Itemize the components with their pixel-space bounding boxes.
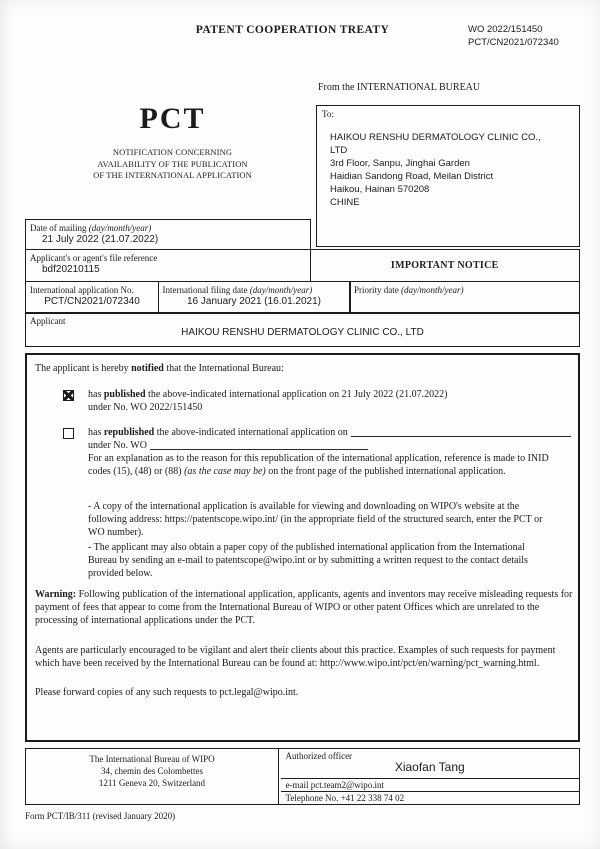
label-italic: (day/month/year): [401, 284, 464, 295]
warning-text: Following publication of the international application, applicants, agents and inventors may receive misleading requests for payment of fees that appear to come from the International Bureau of WIPO or other patent Offices which are unrelated to the processing of international applications under the PCT.: [35, 589, 573, 626]
explanation-italic: (as the case may be): [184, 466, 266, 477]
notification-body-box: [25, 353, 580, 742]
published-line2: under No. WO 2022/151450: [88, 402, 203, 413]
pct-number: PCT/CN2021/072340: [468, 36, 559, 48]
republished-statement: [88, 426, 571, 478]
priority-date-cell: [349, 281, 580, 314]
telephone-row: Telephone No. +41 22 338 74 02: [281, 791, 580, 804]
republished-bold: republished: [103, 427, 155, 438]
copy-availability-paragraph: - A copy of the international application is available for viewing and downloading on WIPO's website at the following address: https://patentscope.wipo.int/ (in the appropriate field of the structured search, enter the PCT or WO number).: [88, 501, 543, 538]
label-text: Priority date: [354, 284, 401, 295]
filing-date-label: [159, 282, 350, 295]
published-text: has: [88, 389, 104, 400]
applicant-label: Applicant: [30, 316, 66, 326]
filing-date-value: 16 January 2021 (16.01.2021): [187, 295, 321, 307]
notification-title-line: AVAILABILITY OF THE PUBLICATION: [97, 158, 248, 169]
date-of-mailing-cell: [25, 219, 311, 250]
republished-text: under No. WO: [88, 440, 147, 451]
recipient-address-line: Haikou, Hainan 570208: [330, 184, 430, 195]
recipient-address-line: LTD: [330, 145, 348, 156]
warning-bold: Warning:: [35, 589, 77, 600]
explanation-text: on the front page of the published international application.: [265, 466, 506, 477]
label-text: Date of mailing: [30, 223, 89, 233]
label-text: International filing date: [162, 284, 250, 295]
application-number-value: PCT/CN2021/072340: [44, 295, 140, 307]
republished-line2: [88, 439, 571, 452]
agents-paragraph: Agents are particularly encouraged to be vigilant and alert their clients about this practice. Examples of such requests for payment which have been received by the International Bureau can be found at: http://www.wipo.int/pct/en/warning/pct_warning.html.: [35, 645, 556, 669]
applicant-cell: [25, 312, 580, 347]
label-italic: (day/month/year): [249, 284, 313, 295]
date-of-mailing-value: 21 July 2022 (21.07.2022): [42, 234, 159, 245]
blank-line: [351, 426, 571, 437]
bureau-address-line: 34, chemin des Colombettes: [101, 766, 203, 776]
date-of-mailing-label: [26, 220, 310, 233]
authorized-officer-label: Authorized officer: [285, 751, 353, 761]
footer-contact-box: [25, 748, 580, 805]
explanation-text: For an explanation as to the reason for this republication of the international application, reference is made to INID codes (15), (48) or (88): [88, 453, 549, 477]
published-text: the above-indicated international application on 21 July 2022 (21.07.2022): [145, 389, 448, 400]
authorized-officer-section: [281, 749, 580, 804]
bureau-address-line: 1211 Geneva 20, Switzerland: [98, 778, 206, 788]
republished-text: the above-indicated international application on: [154, 427, 348, 438]
from-international-bureau: From the INTERNATIONAL BUREAU: [318, 82, 481, 93]
warning-paragraph: [35, 588, 575, 627]
application-number-label: International application No.: [30, 284, 134, 295]
important-notice-cell: IMPORTANT NOTICE: [310, 249, 581, 283]
file-reference-value: bdf20210115: [42, 263, 100, 275]
application-number-cell: [25, 281, 159, 314]
email-row: e-mail pct.team2@wipo.int: [281, 778, 580, 791]
pct-logo: PCT: [139, 102, 206, 135]
notification-title-line: OF THE INTERNATIONAL APPLICATION: [93, 170, 252, 180]
recipient-address-line: HAIKOU RENSHU DERMATOLOGY CLINIC CO.,: [330, 132, 541, 143]
authorized-officer-cell: [281, 749, 580, 778]
notification-title-line: NOTIFICATION CONCERNING: [112, 147, 233, 157]
published-line1: [88, 388, 570, 401]
forward-requests-paragraph: Please forward copies of any such requests to pct.legal@wipo.int.: [35, 687, 299, 698]
intro-bold: notified: [131, 363, 164, 374]
to-label: To:: [322, 109, 334, 119]
bureau-address: [26, 749, 279, 804]
recipient-address-line: 3rd Floor, Sanpu, Jinghai Garden: [330, 158, 470, 169]
form-identifier: Form PCT/IB/311 (revised January 2020): [25, 811, 176, 821]
filing-date-cell: [158, 281, 351, 314]
republished-text: has: [88, 427, 104, 438]
intro-text: The applicant is hereby: [35, 363, 132, 374]
notification-title: [40, 147, 305, 182]
treaty-title: PATENT COOPERATION TREATY: [195, 24, 390, 36]
recipient-address-line: Haidian Sandong Road, Meilan District: [330, 171, 494, 182]
published-bold: published: [103, 389, 146, 400]
recipient-address: [330, 131, 571, 209]
applicant-value: HAIKOU RENSHU DERMATOLOGY CLINIC CO., LTD: [181, 327, 424, 338]
wo-number: WO 2022/151450: [468, 24, 543, 35]
bureau-address-line: The International Bureau of WIPO: [89, 754, 215, 764]
intro-text: that the International Bureau:: [163, 363, 284, 374]
republication-explanation: [88, 452, 571, 478]
file-reference-cell: [25, 249, 311, 283]
published-statement: [88, 388, 570, 414]
pct-logo-block: [40, 102, 305, 182]
paper-copy-paragraph: - The applicant may also obtain a paper copy of the published international application from the International Bureau by sending an e-mail to patentscope@wipo.int or by submitting a written request to the contact details provided below.: [88, 542, 528, 579]
recipient-address-line: CHINE: [330, 197, 360, 208]
file-reference-label: Applicant's or agent's file reference: [30, 252, 158, 263]
republished-checkbox: [63, 428, 74, 439]
authorized-officer-name: Xiaofan Tang: [394, 760, 465, 774]
label-italic: (day/month/year): [88, 223, 152, 233]
notified-intro: [35, 362, 284, 375]
published-checkbox: [63, 390, 74, 401]
info-table: [25, 219, 580, 347]
republished-line1: [88, 426, 571, 439]
priority-date-label: [350, 282, 579, 295]
header-publication-numbers: [468, 24, 559, 49]
republished-text: [88, 426, 348, 439]
blank-line: [150, 439, 368, 450]
